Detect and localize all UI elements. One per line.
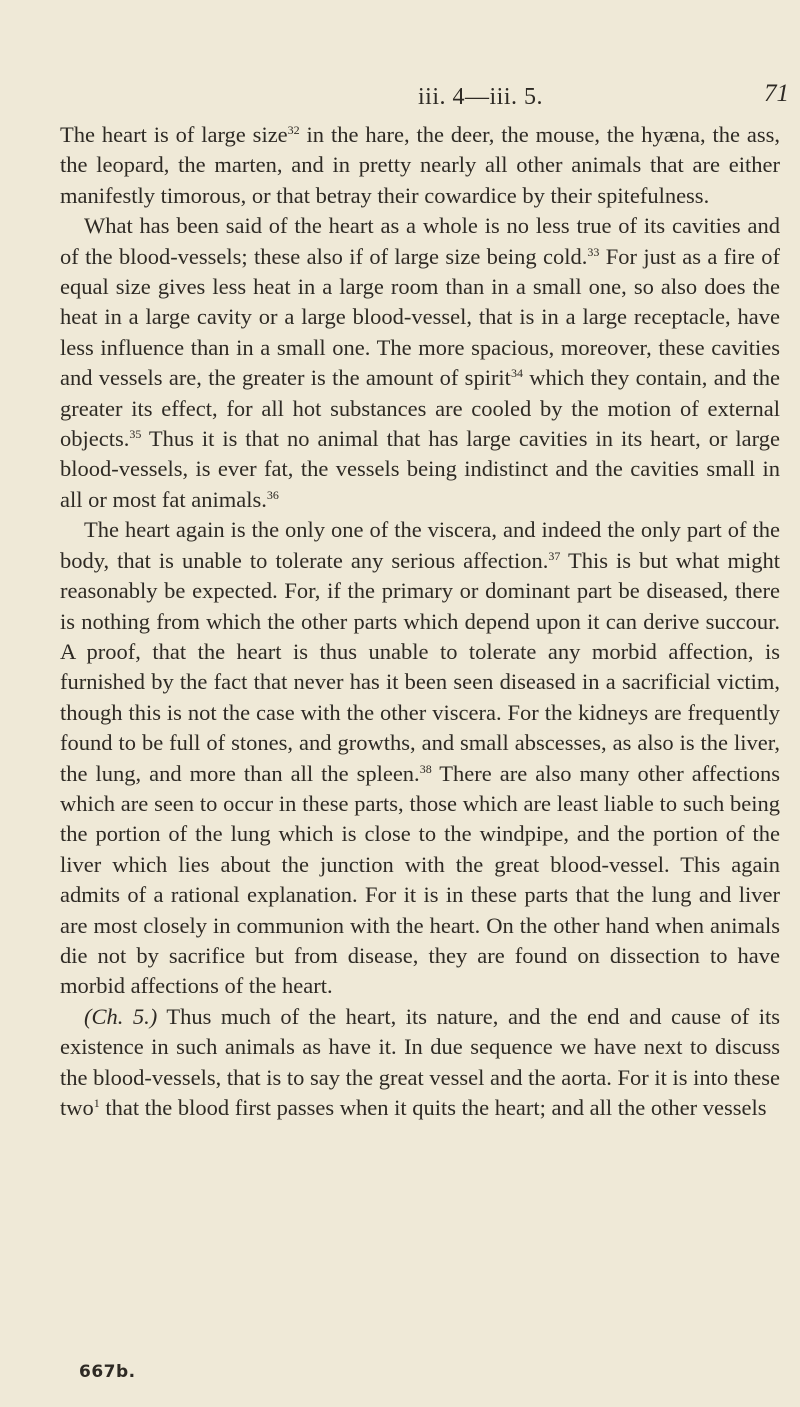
text-run: which they contain, and the greater its effect, for all hot substances are cooled by the motion of external objects. <box>60 365 780 452</box>
text-run: Thus it is that no animal that has large cavities in its heart, or large blood-vessels, is ever fat, the vessels being indistinct and the cavities small in all or most fat animals. <box>60 426 780 512</box>
paragraph <box>60 120 780 211</box>
page-number: 71 <box>764 80 789 107</box>
footnote-ref: 35 <box>129 427 142 442</box>
running-head: iii. 4—iii. 5. <box>418 84 544 110</box>
chapter-marker: (Ch. 5.) <box>84 1003 158 1029</box>
paragraph <box>60 1002 780 1124</box>
text-run: There are also many other affections which are seen to occur in these parts, those which are least liable to such being the portion of the lung which is close to the windpipe, and the portion of the liver which lies about the junction with the great blood-vessel. This again admits of a rational explanation. For it is in these parts that the lung and liver are most closely in communion with the heart. On the other hand when animals die not by sacrifice but from disease, they are found on dissection to have morbid affections of the heart. <box>60 760 780 999</box>
footnote-ref: 37 <box>548 548 561 563</box>
footnote-ref: 1 <box>93 1096 100 1110</box>
paragraph <box>60 211 780 515</box>
body-text <box>60 120 780 1123</box>
text-run: This is but what might reasonably be expected. For, if the primary or dominant part be diseased, there is nothing from which the other parts which depend upon it can derive succour. A proof, that the heart is thus unable to tolerate any morbid affection, is furnished by the fact that never has it been seen diseased in a sacrificial victim, though this is not the case with the other viscera. For the kidneys are frequently found to be full of stones, and growths, and small abscesses, as also is the liver, the lung, and more than all the spleen. <box>60 547 780 786</box>
text-run: The heart again is the only one of the viscera, and indeed the only part of the body, that is unable to tolerate any serious affection. <box>60 517 780 573</box>
text-run: in the hare, the deer, the mouse, the hyæna, the ass, the leopard, the marten, and in pretty nearly all other animals that are either manifestly timorous, or that betray their cowardice by their spitefulness. <box>60 122 780 208</box>
text-run: The heart is of large size <box>60 122 288 147</box>
footnote-ref: 38 <box>419 761 432 776</box>
footnote-ref: 34 <box>510 366 523 381</box>
footnote-ref: 36 <box>266 487 279 502</box>
text-run: For just as a fire of equal size gives less heat in a large room than in a small one, so also does the heat in a large cavity or a large blood-vessel, that is in a large receptacle, have less influence than in a small one. The more spacious, moreover, these cavities and vessels are, the greater is the amount of spirit <box>60 243 780 391</box>
footnote-ref: 33 <box>587 244 600 259</box>
text-run: Thus much of the heart, its nature, and the end and cause of its existence in such animals as have it. In due sequence we have next to discuss the blood-vessels, that is to say the great vessel and the aorta. For it is into these two <box>60 1003 780 1120</box>
text-run: that the blood first passes when it quits the heart; and all the other vessels <box>99 1095 767 1120</box>
text-run: What has been said of the heart as a whole is no less true of its cavities and of the blood-vessels; these also if of large size being cold. <box>60 213 780 269</box>
footnote-ref: 32 <box>287 123 300 137</box>
bekker-reference: 667b. <box>79 1362 136 1382</box>
paragraph <box>60 515 780 1002</box>
